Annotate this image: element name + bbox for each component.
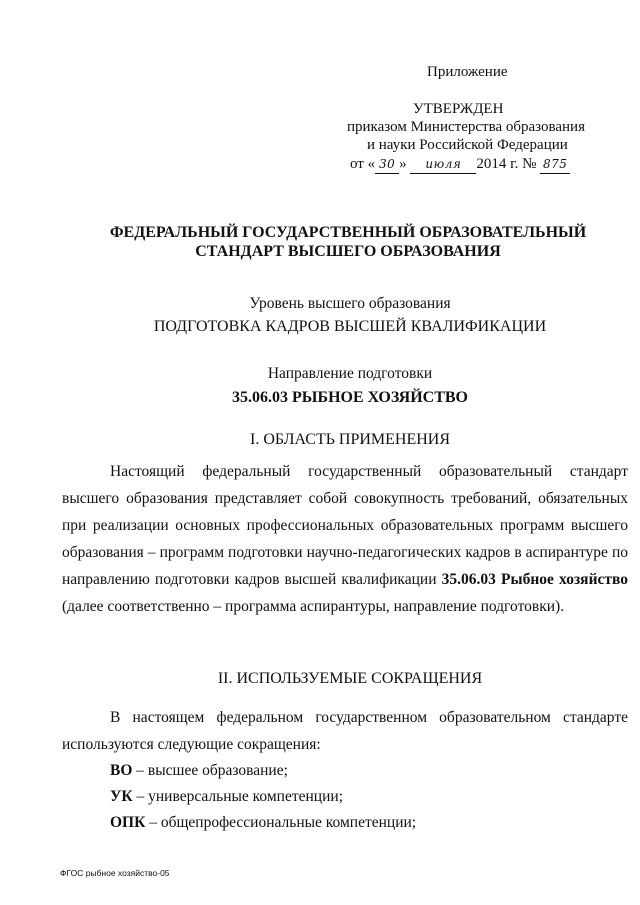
abbreviation-description: – общепрофессиональные компетенции; [145,814,417,831]
abbreviation-description: – универсальные компетенции; [132,788,343,805]
section2-intro-text: В настоящем федеральном государственном образовательном стандарте используются следующие сокращения: [62,709,628,753]
section1-paragraph [62,458,628,620]
section1-text-start: Настоящий федеральный государственный образовательный стандарт высшего образования представляет собой совокупность требований, обязательных при реализации основных профессиональных образовательных программ высшего образования – программ подготовки научно-педагогических кадров в аспирантуре по направлению подготовки кадров высшей квалификации [62,463,628,588]
date-close-quote: » [399,156,407,172]
appendix-label: Приложение [427,64,508,80]
approved-label: УТВЕРЖДЕН [413,101,504,117]
abbreviation-item [110,762,288,780]
abbreviation-code: УК [110,788,133,805]
section1-heading: I. ОБЛАСТЬ ПРИМЕНЕНИЯ [249,431,451,448]
document-title-line1: ФЕДЕРАЛЬНЫЙ ГОСУДАРСТВЕННЫЙ ОБРАЗОВАТЕЛЬНЫЙ [109,224,587,241]
approval-date-line [350,155,570,174]
section2-heading: II. ИСПОЛЬЗУЕМЫЕ СОКРАЩЕНИЯ [217,670,483,687]
approval-ministry-line: и науки Российской Федерации [367,137,568,153]
date-prefix: от « [350,156,376,172]
order-number: 875 [540,155,570,174]
direction-label: Направление подготовки [267,365,433,382]
section2-intro [62,704,628,758]
section1-text-end: (далее соответственно – программа аспирантуры, направление подготовки). [62,598,565,615]
abbreviation-code: ОПК [110,814,146,831]
abbreviation-item [110,814,416,832]
direction-value: 35.06.03 РЫБНОЕ ХОЗЯЙСТВО [232,389,468,406]
document-title-line2: СТАНДАРТ ВЫСШЕГО ОБРАЗОВАНИЯ [195,243,501,260]
date-day: 30 [375,155,399,174]
date-year: 2014 г. № [476,156,537,172]
level-value: ПОДГОТОВКА КАДРОВ ВЫСШЕЙ КВАЛИФИКАЦИИ [153,318,547,335]
footer-filename: ФГОС рыбное хозяйство-05 [60,868,170,878]
level-label: Уровень высшего образования [249,295,451,312]
section1-direction-bold: 35.06.03 Рыбное хозяйство [441,571,629,588]
date-month: июля [410,155,476,174]
abbreviation-item [110,788,343,806]
approval-order-line: приказом Министерства образования [347,119,585,135]
abbreviation-description: – высшее образование; [132,762,288,779]
abbreviation-code: ВО [110,762,133,779]
